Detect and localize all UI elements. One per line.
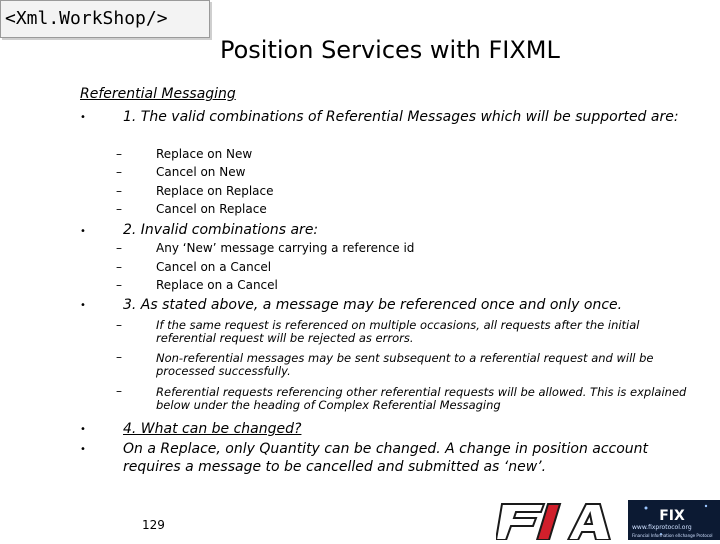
fix-logo-text: FIX	[659, 508, 685, 524]
point-3-item: Referential requests referencing other referential requests will be allowed. This is explained below under the heading of Complex Referential Messaging	[156, 385, 687, 412]
bullet-icon: •	[80, 424, 86, 435]
page-number: 129	[142, 518, 165, 532]
point-2-item: Replace on a Cancel	[156, 278, 278, 292]
xmlworkshop-badge: <Xml.WorkShop/>	[0, 0, 210, 38]
fix-url: www.fixprotocol.org	[632, 524, 692, 531]
dash-icon: –	[116, 147, 122, 161]
fia-logo	[496, 500, 720, 540]
point-2: 2. Invalid combinations are:	[123, 222, 319, 238]
point-3-item: Non-referential messages may be sent subsequent to a referential request and will be processed successfully.	[156, 351, 654, 378]
fix-tagline: Financial Information eXchange Protocol	[632, 533, 713, 538]
bullet-icon: •	[80, 300, 86, 311]
dash-icon: –	[116, 184, 122, 198]
point-2-item: Any ‘New’ message carrying a reference id	[156, 241, 415, 255]
point-1: 1. The valid combinations of Referential Messages which will be supported are:	[123, 109, 679, 125]
point-5: On a Replace, only Quantity can be changed. A change in position account requires a message to be cancelled and submitted as ‘new’.	[123, 441, 649, 475]
dash-icon: –	[116, 350, 122, 364]
point-4: 4. What can be changed?	[123, 421, 302, 437]
point-3-item: If the same request is referenced on multiple occasions, all requests after the initial referential request will be rejected as errors.	[156, 318, 640, 345]
point-1-item: Cancel on New	[156, 165, 246, 179]
section-heading: Referential Messaging	[80, 86, 236, 102]
bullet-icon: •	[80, 112, 86, 123]
slide-title: Position Services with FIXML	[220, 36, 560, 64]
dash-icon: –	[116, 384, 122, 398]
dash-icon: –	[116, 278, 122, 292]
point-1-item: Replace on Replace	[156, 184, 274, 198]
bullet-icon: •	[80, 226, 86, 237]
point-1-item: Replace on New	[156, 147, 253, 161]
dash-icon: –	[116, 260, 122, 274]
dash-icon: –	[116, 202, 122, 216]
point-2-item: Cancel on a Cancel	[156, 260, 272, 274]
dash-icon: –	[116, 318, 122, 332]
footer-logos	[496, 500, 720, 540]
bullet-icon: •	[80, 444, 86, 455]
point-1-item: Cancel on Replace	[156, 202, 267, 216]
dash-icon: –	[116, 241, 122, 255]
point-3: 3. As stated above, a message may be referenced once and only once.	[123, 297, 623, 313]
dash-icon: –	[116, 165, 122, 179]
